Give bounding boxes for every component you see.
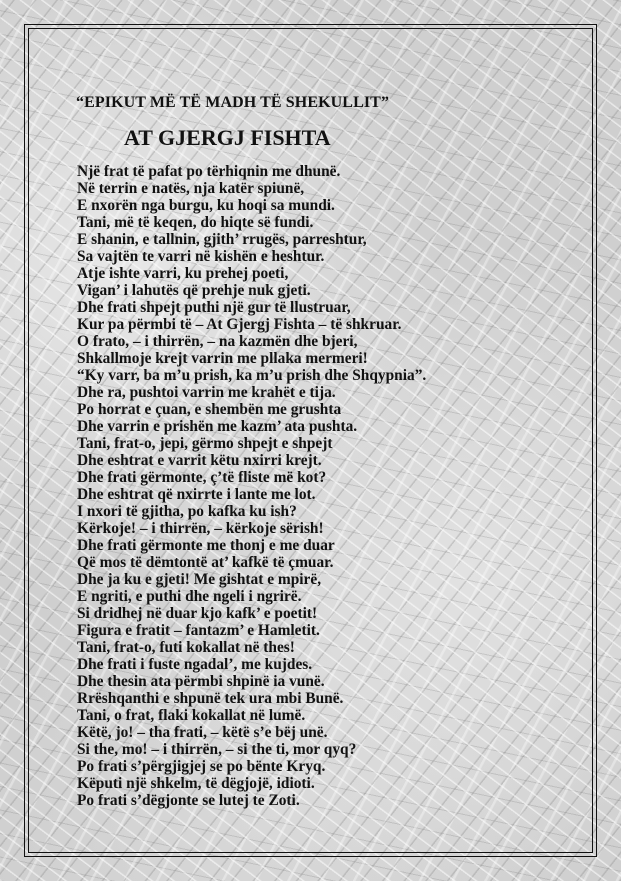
poem-line: Dhe varrin e prishën me kazm’ ata pushta. [77, 418, 358, 435]
poem-line: Dhe frati gërmonte, ç’të fliste më kot? [77, 469, 327, 486]
poem-line: Figura e fratit – fantazm’ e Hamletit. [77, 622, 320, 639]
document-title: AT GJERGJ FISHTA [124, 125, 331, 150]
poem-line: E nxorën nga burgu, ku hoqi sa mundi. [77, 197, 335, 214]
poem-line: Si dridhej në duar kjo kafk’ e poetit! [77, 605, 318, 622]
poem-line: E shanin, e tallnin, gjith’ rrugës, parreshtur, [77, 231, 367, 248]
poem-line: Kërkoje! – i thirrën, – kërkoje sërish! [77, 520, 324, 537]
poem-line: Dhe thesin ata përmbi shpinë ia vunë. [77, 673, 325, 690]
poem-line: Tani, frat-o, jepi, gërmo shpejt e shpejt [77, 435, 333, 452]
poem-line: Dhe ra, pushtoi varrin me krahët e tija. [77, 384, 336, 401]
poem-body [77, 163, 426, 809]
poem-line: Vigan’ i lahutës që prehje nuk gjeti. [77, 282, 311, 299]
poem-line: Si the, mo! – i thirrën, – si the ti, mor qyq? [77, 741, 357, 758]
poem-line: Dhe frati i fuste ngadal’, me kujdes. [77, 656, 313, 673]
poem-line: I nxori të gjitha, po kafka ku ish? [77, 503, 297, 520]
poem-line: Në terrin e natës, nja katër spiunë, [77, 180, 305, 197]
poem-line: Dhe frati gërmonte me thonj e me duar [77, 537, 335, 554]
poem-line: Atje ishte varri, ku prehej poeti, [77, 265, 289, 282]
poem-line: Po frati s’përgjigjej se po bënte Kryq. [77, 758, 326, 775]
poem-line: Këtë, jo! – tha frati, – këtë s’e bëj unë. [77, 724, 328, 741]
poem-line: Dhe ja ku e gjeti! Me gishtat e mpirë, [77, 571, 322, 588]
poem-line: “Ky varr, ba m’u prish, ka m’u prish dhe Shqypnia”. [77, 367, 427, 384]
poem-line: Shkallmoje krejt varrin me pllaka mermeri! [77, 350, 368, 367]
document-subtitle: “EPIKUT MË TË MADH TË SHEKULLIT” [76, 94, 390, 111]
poem-line: Po horrat e çuan, e shembën me grushta [77, 401, 342, 418]
poem-line: Tani, o frat, flaki kokallat në lumë. [77, 707, 306, 724]
poem-line: Një frat të pafat po tërhiqnin me dhunë. [77, 163, 341, 180]
poem-line: Këputi një shkelm, të dëgjojë, idioti. [77, 775, 315, 792]
poem-line: Dhe eshtrat që nxirrte i lante me lot. [77, 486, 316, 503]
poem-line: Rrëshqanthi e shpunë tek ura mbi Bunë. [77, 690, 344, 707]
poem-line: E ngriti, e puthi dhe ngeli i ngrirë. [77, 588, 302, 605]
poem-line: Dhe frati shpejt puthi një gur të llustruar, [77, 299, 351, 316]
poem-line: Po frati s’dëgjonte se lutej te Zoti. [77, 792, 300, 809]
poem-line: Dhe eshtrat e varrit këtu nxirri krejt. [77, 452, 322, 469]
poem-line: Tani, më të keqen, do hiqte së fundi. [77, 214, 314, 231]
poem-line: O frato, – i thirrën, – na kazmën dhe bjeri, [77, 333, 358, 350]
poem-line: Që mos të dëmtontë at’ kafkë të çmuar. [77, 554, 334, 571]
poem-line: Sa vajtën te varri në kishën e heshtur. [77, 248, 325, 265]
poem-line: Kur pa përmbi të – At Gjergj Fishta – të shkruar. [77, 316, 402, 333]
poem-line: Tani, frat-o, futi kokallat në thes! [77, 639, 295, 656]
